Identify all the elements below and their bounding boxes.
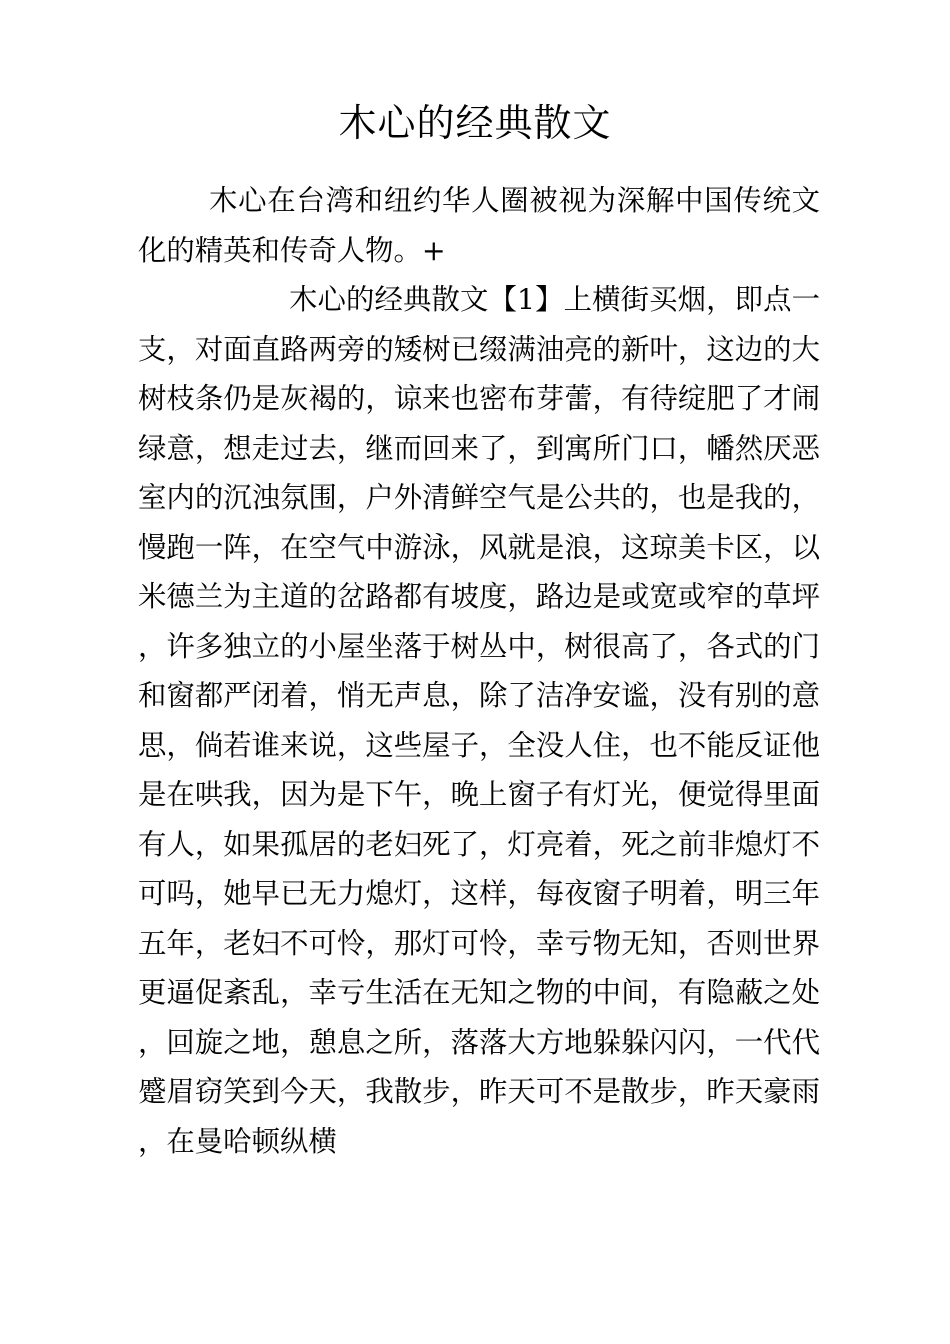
- document-title: 木心的经典散文: [338, 101, 612, 145]
- essay-paragraph: 木心的经典散文【1】上横街买烟，即点一支，对面直路两旁的矮树已缀满油亮的新叶，这边的大树枝条仍是灰褐的，谅来也密布芽蕾，有待绽肥了才闹绿意，想走过去，继而回来了，到寓所门口，幡然厌恶室内的沉浊氛围，户外清鲜空气是公共的，也是我的，慢跑一阵，在空气中游泳，风就是浪，这琼美卡区，以米德兰为主道的岔路都有坡度，路边是或宽或窄的草坪，许多独立的小屋坐落于树丛中，树很高了，各式的门和窗都严闭着，悄无声息，除了洁净安谧，没有别的意思，倘若谁来说，这些屋子，全没人住，也不能反证他是在哄我，因为是下午，晚上窗子有灯光，便觉得里面有人，如果孤居的老妇死了，灯亮着，死之前非熄灯不可吗，她早已无力熄灯，这样，每夜窗子明着，明三年五年，老妇不可怜，那灯可怜，幸亏物无知，否则世界更逼促紊乱，幸亏生活在无知之物的中间，有隐蔽之处，回旋之地，憩息之所，落落大方地躲躲闪闪，一代代蹙眉窃笑到今天，我散步，昨天可不是散步，昨天豪雨，在曼哈顿纵横: [138, 283, 820, 1158]
- intro-paragraph: 木心在台湾和纽约华人圈被视为深解中国传统文化的精英和传奇人物。+: [138, 184, 820, 267]
